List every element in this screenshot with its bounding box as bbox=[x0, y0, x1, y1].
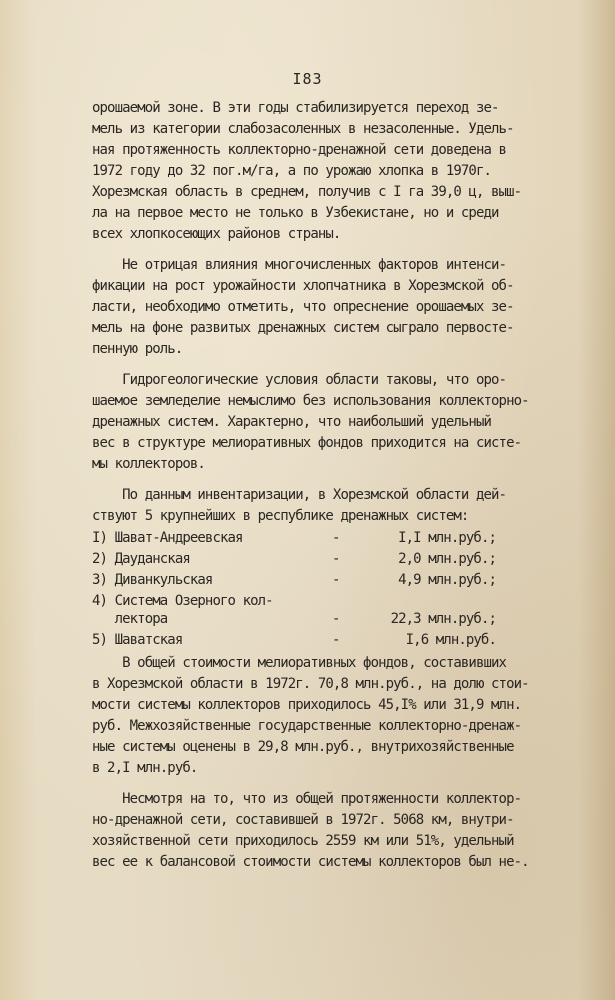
system-value: 2,0 млн.руб.; bbox=[398, 551, 496, 567]
dash: - bbox=[332, 572, 340, 588]
text-line: мы коллекторов. bbox=[92, 456, 205, 472]
system-name bbox=[92, 592, 332, 628]
system-value: 4,9 млн.руб.; bbox=[398, 572, 496, 588]
system-value: 22,3 млн.руб.; bbox=[390, 611, 496, 627]
system-name-line: I) Шават-Андреевская bbox=[92, 530, 243, 546]
list-item bbox=[92, 571, 512, 589]
text-line: По данным инвентаризации, в Хорезмской области дей- bbox=[92, 487, 507, 503]
text-line: ные системы оценены в 29,8 млн.руб., внутрихозяйственные bbox=[92, 739, 514, 755]
paragraph-gap bbox=[92, 360, 512, 370]
text-line: дренажных систем. Характерно, что наибольший удельный bbox=[92, 414, 492, 430]
system-name bbox=[92, 631, 332, 649]
text-line: ласти, необходимо отметить, что опреснение орошаемых зе- bbox=[92, 299, 514, 315]
system-value: I,I млн.руб.; bbox=[398, 530, 496, 546]
system-name bbox=[92, 571, 332, 589]
paragraph bbox=[92, 255, 512, 360]
text-line: шаемое земледелие немыслимо без использования коллекторно- bbox=[92, 393, 529, 409]
text-line: орошаемой зоне. В эти годы стабилизируется переход зе- bbox=[92, 100, 499, 116]
text-line: мости системы коллекторов приходилось 45,I% или 31,9 млн. bbox=[92, 697, 522, 713]
dash: - bbox=[332, 530, 340, 546]
text-line: в Хорезмской области в 1972г. 70,8 млн.руб., на долю стои- bbox=[92, 676, 529, 692]
text-line: в 2,I млн.руб. bbox=[92, 760, 198, 776]
text-section-before-list bbox=[92, 98, 529, 527]
page-number: I83 bbox=[292, 70, 323, 88]
text-line: ствуют 5 крупнейших в республике дренажных систем: bbox=[92, 508, 469, 524]
dash: - bbox=[332, 551, 340, 567]
dash: - bbox=[332, 611, 340, 627]
paragraph-gap bbox=[92, 779, 512, 789]
text-line: но-дренажной сети, составившей в 1972г. 5068 км, внутри- bbox=[92, 812, 514, 828]
text-line: вес ее к балансовой стоимости системы коллекторов был не-. bbox=[92, 854, 529, 870]
text-line: мель на фоне развитых дренажных систем сыграло первосте- bbox=[92, 320, 514, 336]
text-line: ная протяженность коллекторно-дренажной сети доведена в bbox=[92, 142, 507, 158]
text-line: Не отрицая влияния многочисленных факторов интенси- bbox=[92, 257, 507, 273]
system-name bbox=[92, 529, 332, 547]
text-line: пенную роль. bbox=[92, 341, 183, 357]
text-section-after-list bbox=[92, 653, 529, 873]
list-item bbox=[92, 631, 512, 649]
paragraph bbox=[92, 789, 529, 873]
drainage-systems-list bbox=[92, 529, 512, 649]
text-line: Гидрогеологические условия области таковы, что оро- bbox=[92, 372, 507, 388]
text-line: Хорезмская область в среднем, получив с I га 39,0 ц, выш- bbox=[92, 184, 522, 200]
text-line: всех хлопкосеющих районов страны. bbox=[92, 226, 341, 242]
text-line: фикации на рост урожайности хлопчатника в Хорезмской об- bbox=[92, 278, 514, 294]
system-name-line: 5) Шаватская bbox=[92, 632, 183, 648]
paragraph bbox=[92, 485, 512, 527]
text-line: руб. Межхозяйственные государственные коллекторно-дренаж- bbox=[92, 718, 522, 734]
list-item bbox=[92, 529, 512, 547]
system-name-line: лектора bbox=[92, 611, 168, 627]
paragraph bbox=[92, 98, 522, 245]
system-name bbox=[92, 550, 332, 568]
system-name-line: 3) Диванкульская bbox=[92, 572, 213, 588]
list-item bbox=[92, 550, 512, 568]
paragraph bbox=[92, 653, 529, 779]
paragraph-gap bbox=[92, 245, 512, 255]
paragraph bbox=[92, 370, 529, 475]
dash: - bbox=[332, 632, 340, 648]
system-value: I,6 млн.руб. bbox=[405, 632, 496, 648]
text-line: Несмотря на то, что из общей протяженности коллектор- bbox=[92, 791, 522, 807]
text-line: В общей стоимости мелиоративных фондов, составивших bbox=[92, 655, 507, 671]
text-line: вес в структуре мелиоративных фондов приходится на систе- bbox=[92, 435, 522, 451]
text-line: ла на первое место не только в Узбекистане, но и среди bbox=[92, 205, 499, 221]
system-name-line: 4) Система Озерного кол- bbox=[92, 593, 273, 609]
text-line: хозяйственной сети приходилось 2559 км или 51%, удельный bbox=[92, 833, 514, 849]
document-body bbox=[92, 98, 529, 873]
text-line: 1972 году до 32 пог.м/га, а по урожаю хлопка в 1970г. bbox=[92, 163, 492, 179]
list-item bbox=[92, 592, 512, 628]
paragraph-gap bbox=[92, 475, 512, 485]
text-line: мель из категории слабозасоленных в незасоленные. Удель- bbox=[92, 121, 514, 137]
system-name-line: 2) Дауданская bbox=[92, 551, 190, 567]
